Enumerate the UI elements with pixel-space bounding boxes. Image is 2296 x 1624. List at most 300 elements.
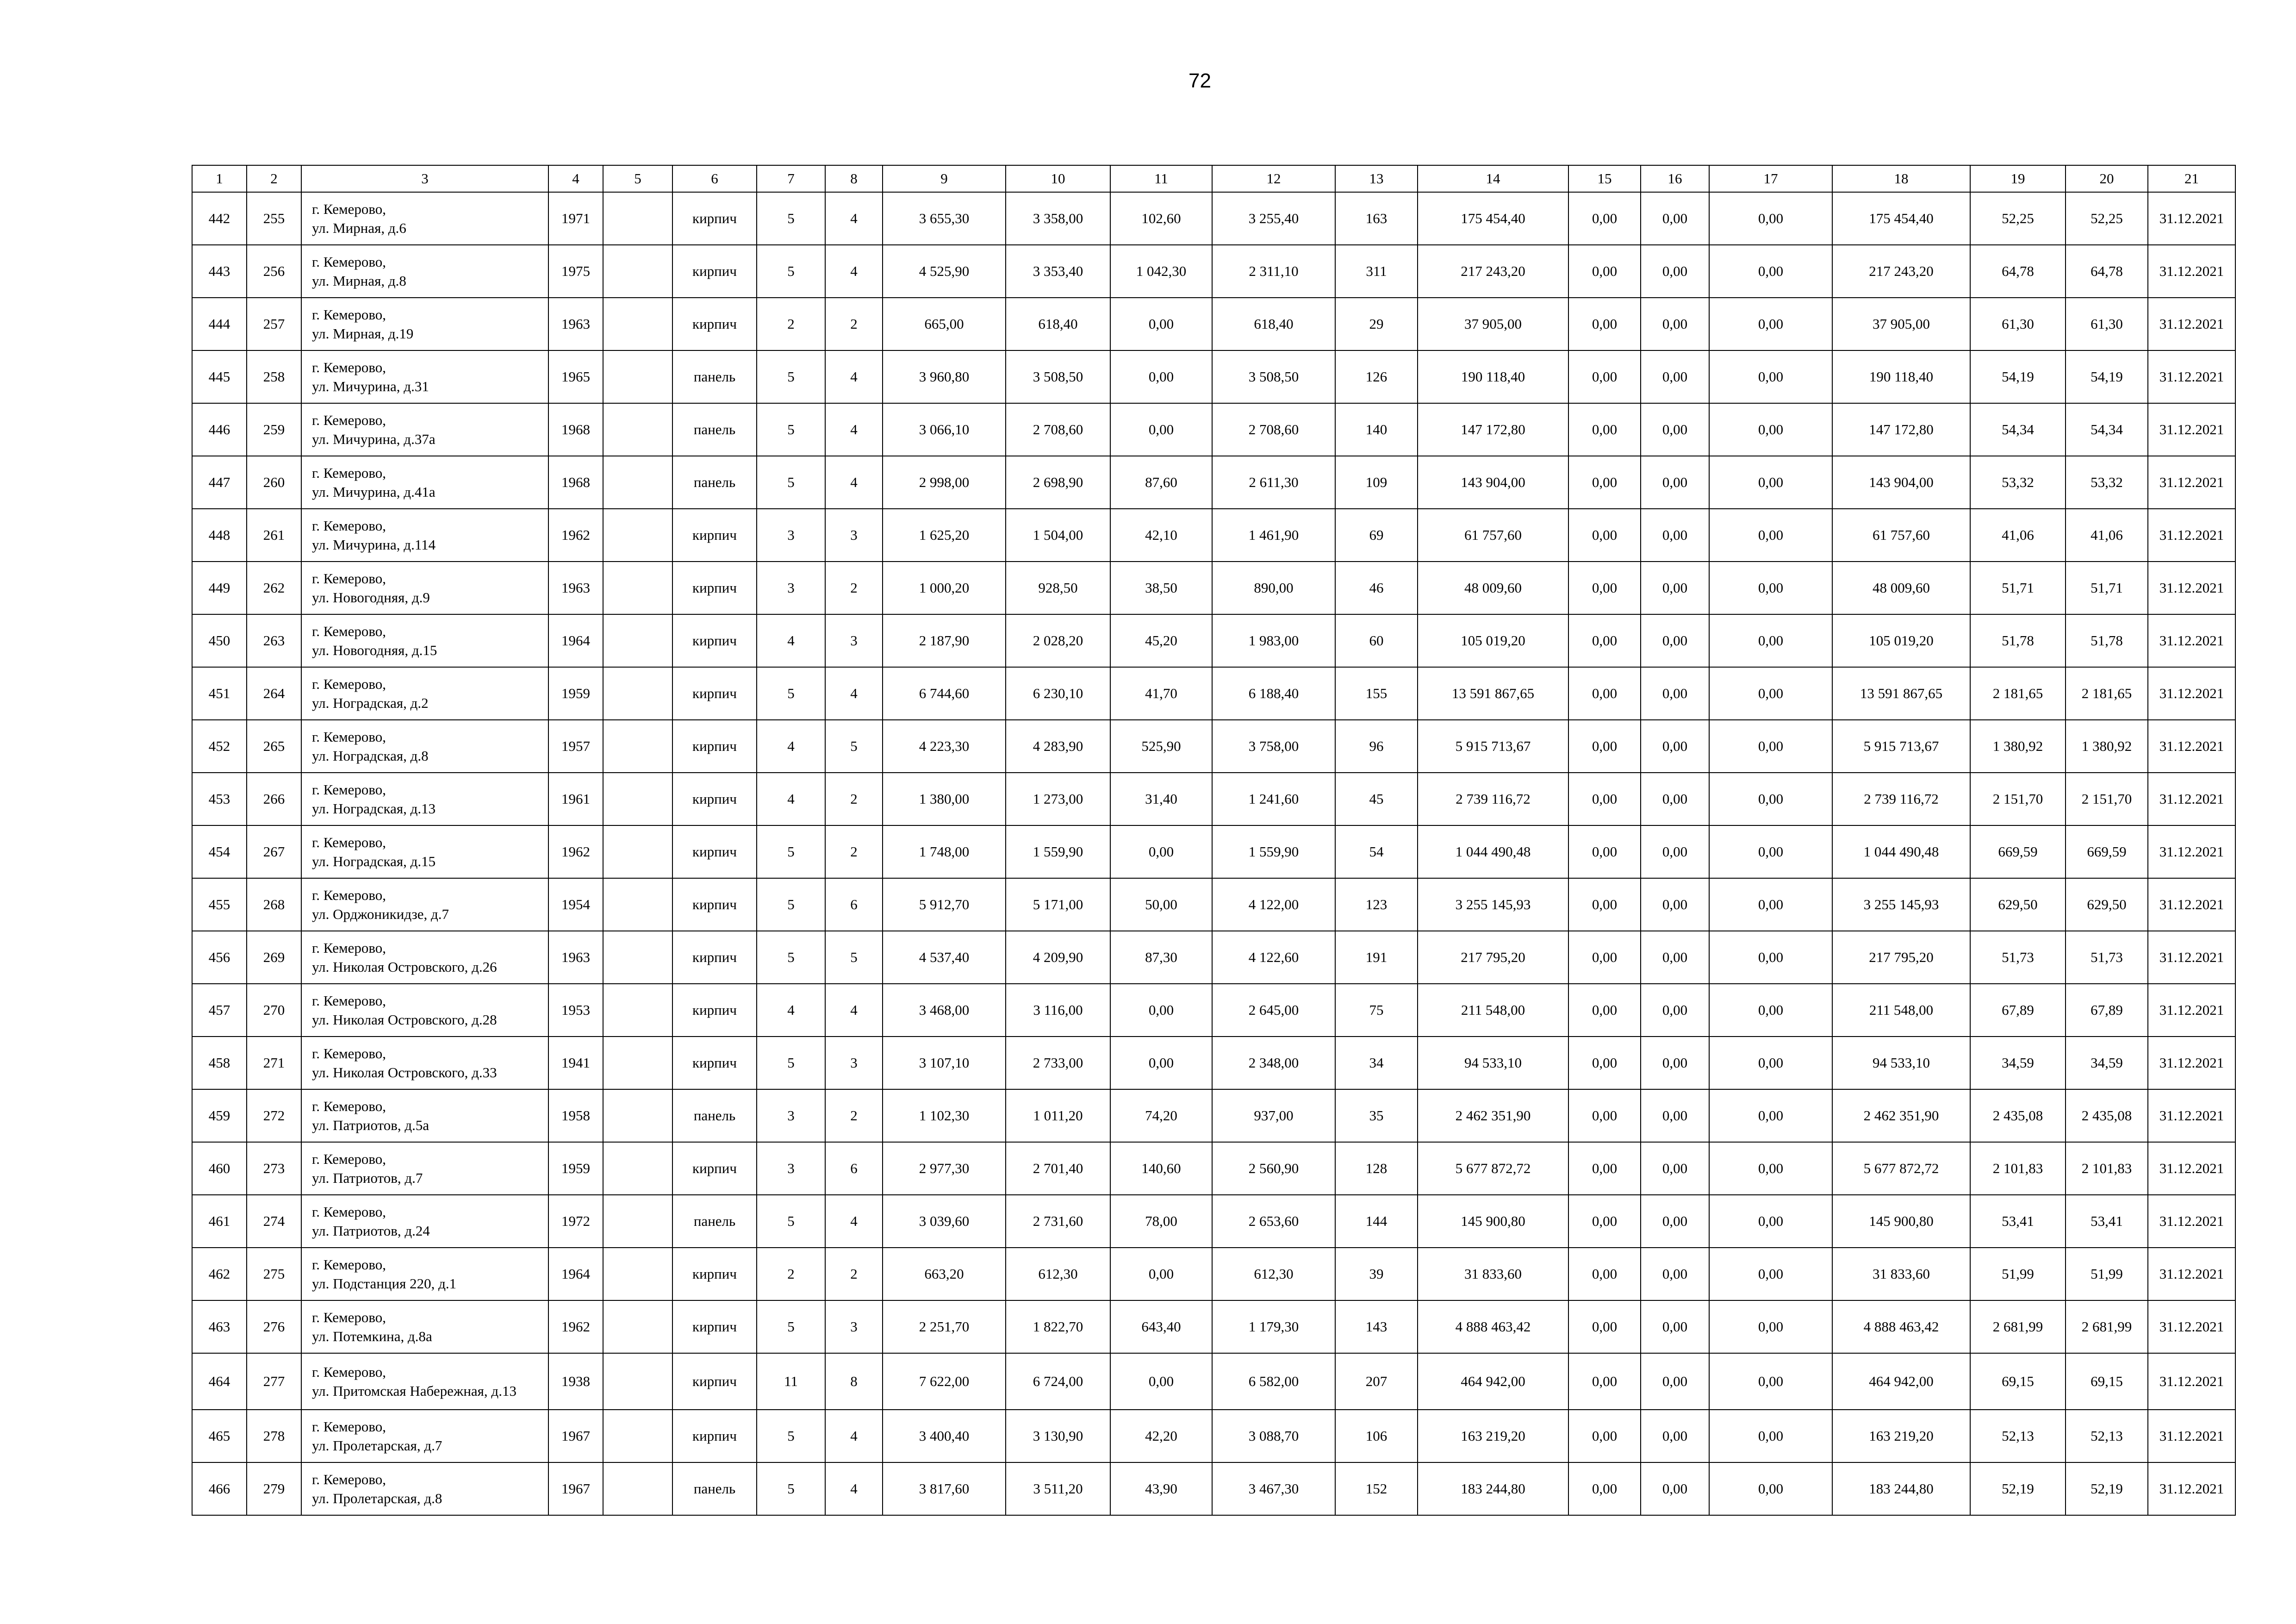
table-row [192,825,2235,878]
address-street: ул. Николая Островского, д.26 [312,959,497,975]
premises-area-cell: 4 283,90 [1006,720,1110,773]
residential-area-cell: 1 179,30 [1212,1300,1335,1353]
column-header-5: 5 [603,165,672,192]
non-residential-area-cell: 0,00 [1110,298,1212,350]
building-id-cell: 273 [247,1142,301,1195]
premises-area-cell: 3 508,50 [1006,350,1110,403]
total-area-cell: 3 655,30 [883,192,1006,245]
cost-total-cell: 145 900,80 [1418,1195,1568,1248]
col-16-cell: 0,00 [1641,509,1709,562]
premises-area-cell: 2 028,20 [1006,614,1110,667]
non-residential-area-cell: 0,00 [1110,825,1212,878]
floors-cell: 4 [757,614,825,667]
col-16-cell: 0,00 [1641,825,1709,878]
deadline-date-cell: 31.12.2021 [2148,614,2235,667]
row-number-cell: 457 [192,984,247,1037]
address-street: ул. Николая Островского, д.28 [312,1012,497,1028]
col-16-cell: 0,00 [1641,403,1709,456]
build-year-cell: 1959 [548,667,603,720]
building-id-cell: 278 [247,1410,301,1462]
cost-total-cell: 1 044 490,48 [1418,825,1568,878]
buildings-table [192,165,2236,1516]
entrances-cell: 2 [825,1089,883,1142]
premises-area-cell: 3 130,90 [1006,1410,1110,1462]
column-header-7: 7 [757,165,825,192]
row-number-cell: 462 [192,1248,247,1300]
column-header-14: 14 [1418,165,1568,192]
table-row [192,1462,2235,1515]
row-number-cell: 452 [192,720,247,773]
col-18-cell: 183 244,80 [1832,1462,1970,1515]
col-5-cell [603,1248,672,1300]
deadline-date-cell: 31.12.2021 [2148,878,2235,931]
table-row [192,456,2235,509]
floors-cell: 5 [757,667,825,720]
address-cell [301,984,548,1037]
column-header-8: 8 [825,165,883,192]
residential-area-cell: 3 758,00 [1212,720,1335,773]
entrances-cell: 5 [825,720,883,773]
non-residential-area-cell: 0,00 [1110,1353,1212,1410]
total-area-cell: 665,00 [883,298,1006,350]
entrances-cell: 4 [825,456,883,509]
col-17-cell: 0,00 [1709,878,1832,931]
build-year-cell: 1962 [548,509,603,562]
col-16-cell: 0,00 [1641,1300,1709,1353]
table-row [192,984,2235,1037]
residents-cell: 39 [1335,1248,1418,1300]
col-16-cell: 0,00 [1641,984,1709,1037]
col-17-cell: 0,00 [1709,298,1832,350]
building-id-cell: 279 [247,1462,301,1515]
entrances-cell: 2 [825,825,883,878]
table-row [192,298,2235,350]
row-number-cell: 448 [192,509,247,562]
premises-area-cell: 4 209,90 [1006,931,1110,984]
col-17-cell: 0,00 [1709,1037,1832,1089]
building-id-cell: 266 [247,773,301,825]
col-17-cell: 0,00 [1709,984,1832,1037]
non-residential-area-cell: 0,00 [1110,984,1212,1037]
address-street: ул. Орджоникидзе, д.7 [312,906,449,922]
cost-total-cell: 31 833,60 [1418,1248,1568,1300]
non-residential-area-cell: 45,20 [1110,614,1212,667]
address-cell [301,1089,548,1142]
table-row [192,192,2235,245]
entrances-cell: 8 [825,1353,883,1410]
col-5-cell [603,245,672,298]
col-5-cell [603,931,672,984]
non-residential-area-cell: 0,00 [1110,1037,1212,1089]
col-20-cell: 61,30 [2066,298,2148,350]
col-15-cell: 0,00 [1568,509,1641,562]
entrances-cell: 2 [825,773,883,825]
entrances-cell: 4 [825,350,883,403]
col-19-cell: 629,50 [1970,878,2066,931]
entrances-cell: 6 [825,1142,883,1195]
row-number-cell: 455 [192,878,247,931]
deadline-date-cell: 31.12.2021 [2148,667,2235,720]
col-16-cell: 0,00 [1641,245,1709,298]
address-cell [301,245,548,298]
build-year-cell: 1953 [548,984,603,1037]
cost-total-cell: 2 739 116,72 [1418,773,1568,825]
address-cell [301,350,548,403]
col-20-cell: 51,78 [2066,614,2148,667]
col-19-cell: 51,71 [1970,562,2066,614]
residents-cell: 163 [1335,192,1418,245]
building-id-cell: 274 [247,1195,301,1248]
address-street: ул. Мичурина, д.37а [312,431,436,447]
row-number-cell: 461 [192,1195,247,1248]
address-city: г. Кемерово, [312,1309,386,1325]
deadline-date-cell: 31.12.2021 [2148,1142,2235,1195]
address-city: г. Кемерово, [312,253,386,270]
col-17-cell: 0,00 [1709,456,1832,509]
col-20-cell: 51,73 [2066,931,2148,984]
col-17-cell: 0,00 [1709,1353,1832,1410]
col-5-cell [603,1410,672,1462]
address-street: ул. Мичурина, д.31 [312,378,429,394]
col-19-cell: 2 181,65 [1970,667,2066,720]
col-19-cell: 2 681,99 [1970,1300,2066,1353]
total-area-cell: 7 622,00 [883,1353,1006,1410]
column-header-12: 12 [1212,165,1335,192]
column-header-18: 18 [1832,165,1970,192]
wall-material-cell: панель [672,403,757,456]
col-15-cell: 0,00 [1568,1300,1641,1353]
table-row [192,350,2235,403]
deadline-date-cell: 31.12.2021 [2148,1089,2235,1142]
cost-total-cell: 13 591 867,65 [1418,667,1568,720]
table-body [192,192,2235,1515]
address-city: г. Кемерово, [312,992,386,1009]
address-city: г. Кемерово, [312,781,386,798]
col-16-cell: 0,00 [1641,720,1709,773]
residential-area-cell: 2 348,00 [1212,1037,1335,1089]
residential-area-cell: 1 559,90 [1212,825,1335,878]
residents-cell: 152 [1335,1462,1418,1515]
column-header-10: 10 [1006,165,1110,192]
residents-cell: 54 [1335,825,1418,878]
col-16-cell: 0,00 [1641,878,1709,931]
col-20-cell: 64,78 [2066,245,2148,298]
building-id-cell: 272 [247,1089,301,1142]
col-15-cell: 0,00 [1568,562,1641,614]
col-19-cell: 54,19 [1970,350,2066,403]
col-20-cell: 41,06 [2066,509,2148,562]
address-city: г. Кемерово, [312,517,386,534]
address-cell [301,1410,548,1462]
col-20-cell: 629,50 [2066,878,2148,931]
building-id-cell: 277 [247,1353,301,1410]
cost-total-cell: 163 219,20 [1418,1410,1568,1462]
col-5-cell [603,1142,672,1195]
floors-cell: 4 [757,773,825,825]
building-id-cell: 275 [247,1248,301,1300]
col-5-cell [603,720,672,773]
col-20-cell: 67,89 [2066,984,2148,1037]
col-18-cell: 190 118,40 [1832,350,1970,403]
cost-total-cell: 37 905,00 [1418,298,1568,350]
column-header-3: 3 [301,165,548,192]
deadline-date-cell: 31.12.2021 [2148,1300,2235,1353]
row-number-cell: 464 [192,1353,247,1410]
col-15-cell: 0,00 [1568,298,1641,350]
building-id-cell: 271 [247,1037,301,1089]
floors-cell: 5 [757,245,825,298]
deadline-date-cell: 31.12.2021 [2148,350,2235,403]
col-18-cell: 143 904,00 [1832,456,1970,509]
premises-area-cell: 2 701,40 [1006,1142,1110,1195]
col-19-cell: 41,06 [1970,509,2066,562]
col-18-cell: 2 462 351,90 [1832,1089,1970,1142]
address-street: ул. Новогодняя, д.9 [312,589,430,606]
residents-cell: 45 [1335,773,1418,825]
col-15-cell: 0,00 [1568,1410,1641,1462]
col-16-cell: 0,00 [1641,931,1709,984]
col-17-cell: 0,00 [1709,1300,1832,1353]
non-residential-area-cell: 102,60 [1110,192,1212,245]
entrances-cell: 2 [825,562,883,614]
building-id-cell: 269 [247,931,301,984]
col-17-cell: 0,00 [1709,245,1832,298]
total-area-cell: 3 039,60 [883,1195,1006,1248]
col-20-cell: 52,13 [2066,1410,2148,1462]
residents-cell: 207 [1335,1353,1418,1410]
build-year-cell: 1968 [548,456,603,509]
address-city: г. Кемерово, [312,1203,386,1220]
col-17-cell: 0,00 [1709,614,1832,667]
entrances-cell: 3 [825,1300,883,1353]
wall-material-cell: кирпич [672,509,757,562]
floors-cell: 5 [757,456,825,509]
address-city: г. Кемерово, [312,464,386,481]
cost-total-cell: 183 244,80 [1418,1462,1568,1515]
entrances-cell: 2 [825,1248,883,1300]
row-number-cell: 453 [192,773,247,825]
table-row [192,1248,2235,1300]
premises-area-cell: 6 724,00 [1006,1353,1110,1410]
col-20-cell: 69,15 [2066,1353,2148,1410]
col-16-cell: 0,00 [1641,667,1709,720]
cost-total-cell: 143 904,00 [1418,456,1568,509]
col-15-cell: 0,00 [1568,931,1641,984]
table-row [192,562,2235,614]
col-5-cell [603,878,672,931]
col-5-cell [603,1195,672,1248]
col-17-cell: 0,00 [1709,825,1832,878]
col-15-cell: 0,00 [1568,1462,1641,1515]
floors-cell: 2 [757,1248,825,1300]
premises-area-cell: 612,30 [1006,1248,1110,1300]
address-cell [301,878,548,931]
cost-total-cell: 48 009,60 [1418,562,1568,614]
building-id-cell: 261 [247,509,301,562]
address-cell [301,562,548,614]
row-number-cell: 456 [192,931,247,984]
floors-cell: 5 [757,1300,825,1353]
col-15-cell: 0,00 [1568,667,1641,720]
build-year-cell: 1963 [548,931,603,984]
col-18-cell: 147 172,80 [1832,403,1970,456]
residents-cell: 126 [1335,350,1418,403]
col-19-cell: 53,41 [1970,1195,2066,1248]
col-20-cell: 51,71 [2066,562,2148,614]
col-15-cell: 0,00 [1568,984,1641,1037]
table-row [192,1300,2235,1353]
wall-material-cell: кирпич [672,720,757,773]
col-18-cell: 163 219,20 [1832,1410,1970,1462]
row-number-cell: 460 [192,1142,247,1195]
wall-material-cell: панель [672,456,757,509]
cost-total-cell: 94 533,10 [1418,1037,1568,1089]
deadline-date-cell: 31.12.2021 [2148,984,2235,1037]
entrances-cell: 4 [825,192,883,245]
col-15-cell: 0,00 [1568,1142,1641,1195]
build-year-cell: 1958 [548,1089,603,1142]
premises-area-cell: 618,40 [1006,298,1110,350]
column-header-21: 21 [2148,165,2235,192]
floors-cell: 5 [757,1462,825,1515]
col-15-cell: 0,00 [1568,456,1641,509]
building-id-cell: 263 [247,614,301,667]
col-17-cell: 0,00 [1709,1195,1832,1248]
deadline-date-cell: 31.12.2021 [2148,245,2235,298]
table-row [192,403,2235,456]
table-row [192,509,2235,562]
col-15-cell: 0,00 [1568,773,1641,825]
residential-area-cell: 2 311,10 [1212,245,1335,298]
non-residential-area-cell: 50,00 [1110,878,1212,931]
address-cell [301,403,548,456]
col-5-cell [603,773,672,825]
col-18-cell: 61 757,60 [1832,509,1970,562]
address-street: ул. Ноградская, д.2 [312,695,429,711]
col-18-cell: 145 900,80 [1832,1195,1970,1248]
building-id-cell: 255 [247,192,301,245]
address-cell [301,931,548,984]
col-16-cell: 0,00 [1641,1248,1709,1300]
col-5-cell [603,350,672,403]
col-19-cell: 52,19 [1970,1462,2066,1515]
building-id-cell: 257 [247,298,301,350]
wall-material-cell: кирпич [672,1248,757,1300]
total-area-cell: 4 223,30 [883,720,1006,773]
non-residential-area-cell: 41,70 [1110,667,1212,720]
premises-area-cell: 3 511,20 [1006,1462,1110,1515]
address-city: г. Кемерово, [312,570,386,587]
wall-material-cell: кирпич [672,667,757,720]
floors-cell: 4 [757,720,825,773]
table-row [192,1089,2235,1142]
floors-cell: 2 [757,298,825,350]
col-18-cell: 4 888 463,42 [1832,1300,1970,1353]
table-row [192,667,2235,720]
residential-area-cell: 3 467,30 [1212,1462,1335,1515]
address-city: г. Кемерово, [312,1045,386,1062]
table-row [192,245,2235,298]
residential-area-cell: 2 645,00 [1212,984,1335,1037]
address-cell [301,456,548,509]
premises-area-cell: 928,50 [1006,562,1110,614]
address-cell [301,614,548,667]
address-street: ул. Притомская Набережная, д.13 [312,1383,516,1399]
residential-area-cell: 2 611,30 [1212,456,1335,509]
address-city: г. Кемерово, [312,1150,386,1167]
address-city: г. Кемерово, [312,1256,386,1273]
residents-cell: 34 [1335,1037,1418,1089]
residents-cell: 140 [1335,403,1418,456]
non-residential-area-cell: 42,10 [1110,509,1212,562]
non-residential-area-cell: 643,40 [1110,1300,1212,1353]
deadline-date-cell: 31.12.2021 [2148,1410,2235,1462]
col-17-cell: 0,00 [1709,1089,1832,1142]
row-number-cell: 465 [192,1410,247,1462]
floors-cell: 11 [757,1353,825,1410]
col-16-cell: 0,00 [1641,1462,1709,1515]
col-18-cell: 175 454,40 [1832,192,1970,245]
col-20-cell: 669,59 [2066,825,2148,878]
row-number-cell: 454 [192,825,247,878]
table-row [192,878,2235,931]
floors-cell: 5 [757,1037,825,1089]
col-5-cell [603,456,672,509]
col-17-cell: 0,00 [1709,1462,1832,1515]
col-19-cell: 2 151,70 [1970,773,2066,825]
col-20-cell: 52,19 [2066,1462,2148,1515]
address-street: ул. Патриотов, д.24 [312,1223,430,1239]
col-15-cell: 0,00 [1568,192,1641,245]
column-header-19: 19 [1970,165,2066,192]
building-id-cell: 276 [247,1300,301,1353]
column-header-15: 15 [1568,165,1641,192]
residents-cell: 35 [1335,1089,1418,1142]
col-19-cell: 61,30 [1970,298,2066,350]
table-row [192,1410,2235,1462]
address-cell [301,1300,548,1353]
cost-total-cell: 4 888 463,42 [1418,1300,1568,1353]
address-street: ул. Мирная, д.6 [312,220,406,236]
table-row [192,1037,2235,1089]
col-18-cell: 37 905,00 [1832,298,1970,350]
address-street: ул. Ноградская, д.13 [312,800,436,817]
wall-material-cell: панель [672,1462,757,1515]
non-residential-area-cell: 43,90 [1110,1462,1212,1515]
build-year-cell: 1963 [548,298,603,350]
col-15-cell: 0,00 [1568,1089,1641,1142]
address-city: г. Кемерово, [312,887,386,903]
col-16-cell: 0,00 [1641,1037,1709,1089]
residents-cell: 128 [1335,1142,1418,1195]
column-header-6: 6 [672,165,757,192]
address-city: г. Кемерово, [312,939,386,956]
col-18-cell: 211 548,00 [1832,984,1970,1037]
wall-material-cell: кирпич [672,1410,757,1462]
entrances-cell: 4 [825,1195,883,1248]
wall-material-cell: кирпич [672,1142,757,1195]
residents-cell: 75 [1335,984,1418,1037]
col-17-cell: 0,00 [1709,1410,1832,1462]
row-number-cell: 445 [192,350,247,403]
build-year-cell: 1962 [548,1300,603,1353]
build-year-cell: 1972 [548,1195,603,1248]
residents-cell: 109 [1335,456,1418,509]
residential-area-cell: 4 122,60 [1212,931,1335,984]
non-residential-area-cell: 0,00 [1110,403,1212,456]
cost-total-cell: 211 548,00 [1418,984,1568,1037]
build-year-cell: 1954 [548,878,603,931]
